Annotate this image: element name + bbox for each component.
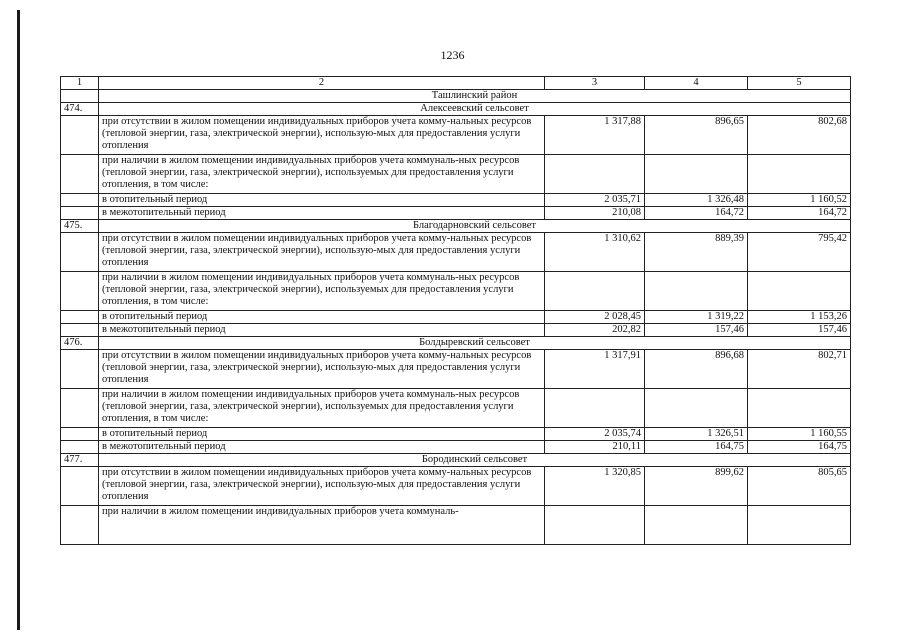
table-row (61, 155, 851, 194)
district-row (61, 90, 851, 103)
value-col-5: 802,68 (748, 116, 851, 155)
value-col-3 (545, 155, 645, 194)
row-description: при отсутствии в жилом помещении индивидуальных приборов учета комму-нальных ресурсов (тепловой энергии, газа, электрической энергии), использую-мых для предоставления услуги отопления (99, 350, 545, 389)
row-number-cell (61, 350, 99, 389)
row-number-cell (61, 428, 99, 441)
table-row (61, 233, 851, 272)
value-col-3: 1 320,85 (545, 467, 645, 506)
row-description: в межотопительный период (99, 207, 545, 220)
value-col-4 (645, 155, 748, 194)
value-col-3: 1 317,91 (545, 350, 645, 389)
header-col-3: 3 (545, 77, 645, 90)
row-number-cell (61, 506, 99, 545)
row-description: при наличии в жилом помещении индивидуальных приборов учета коммуналь-ных ресурсов (тепловой энергии, газа, электрической энергии), используемых для предоставления услуги отопления, в том числе: (99, 155, 545, 194)
row-number-cell (61, 207, 99, 220)
table-row (61, 324, 851, 337)
value-col-5: 805,65 (748, 467, 851, 506)
value-col-3: 210,11 (545, 441, 645, 454)
row-description: при отсутствии в жилом помещении индивидуальных приборов учета комму-нальных ресурсов (тепловой энергии, газа, электрической энергии), использую-мых для предоставления услуги отопления (99, 116, 545, 155)
row-number-cell (61, 467, 99, 506)
value-col-4: 899,62 (645, 467, 748, 506)
value-col-4: 896,68 (645, 350, 748, 389)
row-number-cell (61, 233, 99, 272)
value-col-5: 795,42 (748, 233, 851, 272)
value-col-4: 1 319,22 (645, 311, 748, 324)
value-col-3 (545, 272, 645, 311)
table-row (61, 467, 851, 506)
value-col-4: 1 326,51 (645, 428, 748, 441)
district-name: Ташлинский район (99, 90, 851, 103)
value-col-5: 1 160,55 (748, 428, 851, 441)
value-col-3: 210,08 (545, 207, 645, 220)
table-row (61, 194, 851, 207)
table-row (61, 428, 851, 441)
row-number-cell (61, 194, 99, 207)
value-col-4 (645, 272, 748, 311)
row-number-cell (61, 272, 99, 311)
table-row (61, 207, 851, 220)
row-number-cell (61, 389, 99, 428)
table-row (61, 350, 851, 389)
row-description: при наличии в жилом помещении индивидуальных приборов учета коммуналь-ных ресурсов (тепловой энергии, газа, электрической энергии), используемых для предоставления услуги отопления, в том числе: (99, 272, 545, 311)
value-col-4: 157,46 (645, 324, 748, 337)
value-col-3: 2 028,45 (545, 311, 645, 324)
table-row (61, 441, 851, 454)
section-name: Бородинский сельсовет (99, 454, 851, 467)
value-col-5: 802,71 (748, 350, 851, 389)
value-col-5 (748, 389, 851, 428)
table-row (61, 272, 851, 311)
value-col-3: 1 317,88 (545, 116, 645, 155)
table-row (61, 311, 851, 324)
row-description: при наличии в жилом помещении индивидуальных приборов учета коммуналь- (99, 506, 545, 545)
row-number-cell (61, 311, 99, 324)
value-col-5: 164,75 (748, 441, 851, 454)
section-header-row (61, 337, 851, 350)
value-col-3: 2 035,71 (545, 194, 645, 207)
table-body (61, 90, 851, 545)
section-name: Благодарновский сельсовет (99, 220, 851, 233)
district-no-cell (61, 90, 99, 103)
section-header-row (61, 103, 851, 116)
table-row (61, 116, 851, 155)
header-row (61, 77, 851, 90)
value-col-5: 157,46 (748, 324, 851, 337)
table-row (61, 506, 851, 545)
value-col-3: 1 310,62 (545, 233, 645, 272)
value-col-5: 164,72 (748, 207, 851, 220)
header-col-4: 4 (645, 77, 748, 90)
section-header-row (61, 220, 851, 233)
row-description: при отсутствии в жилом помещении индивидуальных приборов учета комму-нальных ресурсов (тепловой энергии, газа, электрической энергии), использую-мых для предоставления услуги отопления (99, 233, 545, 272)
value-col-5: 1 160,52 (748, 194, 851, 207)
scan-edge-line (17, 10, 20, 630)
row-description: в межотопительный период (99, 324, 545, 337)
value-col-4 (645, 389, 748, 428)
section-header-row (61, 454, 851, 467)
header-col-5: 5 (748, 77, 851, 90)
value-col-5 (748, 506, 851, 545)
header-col-2: 2 (99, 77, 545, 90)
section-name: Болдыревский сельсовет (99, 337, 851, 350)
value-col-3 (545, 506, 645, 545)
row-description: в межотопительный период (99, 441, 545, 454)
section-number: 476. (61, 337, 99, 350)
value-col-4: 896,65 (645, 116, 748, 155)
value-col-4: 1 326,48 (645, 194, 748, 207)
value-col-4: 164,75 (645, 441, 748, 454)
row-description: при наличии в жилом помещении индивидуальных приборов учета коммуналь-ных ресурсов (тепловой энергии, газа, электрической энергии), используемых для предоставления услуги отопления, в том числе: (99, 389, 545, 428)
row-description: в отопительный период (99, 428, 545, 441)
value-col-5: 1 153,26 (748, 311, 851, 324)
section-number: 475. (61, 220, 99, 233)
value-col-4: 889,39 (645, 233, 748, 272)
section-name: Алексеевский сельсовет (99, 103, 851, 116)
section-number: 474. (61, 103, 99, 116)
row-number-cell (61, 155, 99, 194)
row-description: в отопительный период (99, 311, 545, 324)
value-col-4: 164,72 (645, 207, 748, 220)
row-description: в отопительный период (99, 194, 545, 207)
row-number-cell (61, 324, 99, 337)
tariff-table (60, 76, 851, 545)
value-col-3: 2 035,74 (545, 428, 645, 441)
value-col-3 (545, 389, 645, 428)
table-row (61, 389, 851, 428)
page-number: 1236 (440, 48, 465, 62)
row-description: при отсутствии в жилом помещении индивидуальных приборов учета комму-нальных ресурсов (тепловой энергии, газа, электрической энергии), использую-мых для предоставления услуги отопления (99, 467, 545, 506)
value-col-5 (748, 155, 851, 194)
value-col-5 (748, 272, 851, 311)
row-number-cell (61, 441, 99, 454)
section-number: 477. (61, 454, 99, 467)
header-col-1: 1 (61, 77, 99, 90)
row-number-cell (61, 116, 99, 155)
value-col-4 (645, 506, 748, 545)
value-col-3: 202,82 (545, 324, 645, 337)
